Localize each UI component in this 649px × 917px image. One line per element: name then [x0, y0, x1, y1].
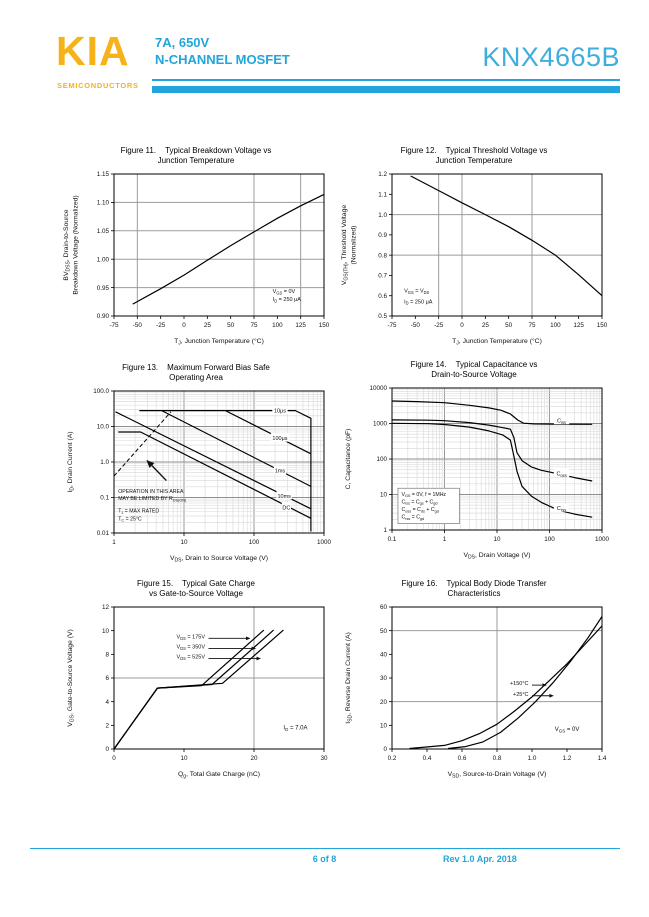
svg-text:Qg, Total Gate Charge (nC): $Q_g$, Total Gate Charge (nC) [177, 771, 261, 780]
svg-text:Coss = Cds + Cgd: $C_{oss} = C_{ds} + C_{gd}$ [401, 507, 439, 514]
svg-text:VGS(TH), Threshold Voltage: $V_{GS(TH)}$, Threshold Voltage [341, 204, 350, 286]
svg-text:20: 20 [250, 755, 258, 762]
svg-text:1.2: 1.2 [562, 755, 572, 762]
svg-text:TJ, Junction Temperature (°C): $T_J$, Junction Temperature (°C) [452, 338, 542, 347]
svg-text:100: 100 [544, 536, 555, 543]
svg-text:VDS, Drain to Source Voltage (: $V_{DS}$, Drain to Source Voltage (V) [169, 555, 269, 564]
svg-text:4: 4 [105, 698, 109, 706]
svg-text:25: 25 [203, 322, 211, 329]
svg-text:1.4: 1.4 [597, 755, 607, 762]
svg-text:VGS = 0V: $V_{GS} = 0V$ [554, 726, 580, 734]
svg-text:50: 50 [379, 627, 387, 635]
figure-13-title-line2: Operating Area [169, 373, 223, 382]
figure-12-chart [334, 166, 614, 362]
svg-text:0: 0 [460, 322, 464, 329]
svg-text:BVDSS, Drain-to-Source: $BV_{DSS}$, Drain-to-Source [63, 209, 72, 281]
header-rule-thin [152, 79, 620, 81]
svg-text:0.8: 0.8 [492, 755, 502, 762]
figure-11-title-line2: Junction Temperature [157, 156, 235, 165]
svg-text:10000: 10000 [369, 385, 387, 393]
figure-15-label: Figure 15. [137, 579, 174, 588]
svg-text:100: 100 [550, 322, 561, 329]
svg-text:1ms: 1ms [274, 468, 286, 475]
svg-text:ID = 250 μA: $I_D = 250$ μA [404, 299, 433, 306]
svg-text:-25: -25 [434, 322, 444, 329]
svg-text:1.0: 1.0 [527, 755, 537, 762]
figure-14-chart [334, 380, 614, 576]
svg-text:-50: -50 [132, 322, 142, 329]
svg-text:100μs: 100μs [272, 436, 288, 443]
svg-text:VDS = 175V: $V_{DS} = 175V$ [176, 634, 205, 641]
svg-text:-50: -50 [410, 322, 420, 329]
svg-text:1.1: 1.1 [378, 191, 387, 199]
figure-14-label: Figure 14. [410, 360, 447, 369]
svg-text:12: 12 [101, 604, 109, 612]
figure-11-title [56, 146, 336, 166]
svg-text:75: 75 [528, 322, 536, 329]
kia-logo: KIA [56, 28, 130, 74]
svg-text:VGS = 0V: $V_{GS} = 0V$ [272, 289, 296, 296]
svg-text:10ms: 10ms [277, 493, 291, 500]
svg-text:0.1: 0.1 [387, 536, 397, 543]
svg-text:0.2: 0.2 [387, 755, 397, 762]
svg-text:0.6: 0.6 [457, 755, 467, 762]
svg-text:MAY BE LIMITED BY RDS(ON): MAY BE LIMITED BY $R_{DS(ON)}$ [118, 496, 187, 503]
svg-text:2: 2 [105, 722, 109, 730]
svg-text:1.05: 1.05 [96, 228, 109, 235]
svg-text:ID = 7.0A: $I_D = 7.0A$ [283, 725, 308, 733]
figure-15-title-line1: Typical Gate Charge [182, 579, 255, 588]
svg-text:VDS, Drain Voltage (V): $V_{DS}$, Drain Voltage (V) [463, 552, 531, 561]
svg-text:VSD, Source-to-Drain Voltage (: $V_{SD}$, Source-to-Drain Voltage (V) [447, 771, 547, 780]
figure-13-chart [56, 383, 336, 579]
figure-14-title-line2: Drain-to-Source Voltage [431, 370, 517, 379]
svg-text:150: 150 [318, 322, 330, 329]
svg-text:1.15: 1.15 [96, 171, 109, 179]
svg-text:125: 125 [295, 322, 306, 329]
svg-text:-25: -25 [156, 322, 166, 329]
figure-15-title [56, 579, 336, 599]
device-rating: 7A, 650V [155, 35, 210, 50]
svg-text:1: 1 [383, 527, 387, 535]
svg-text:+150°C: +150°C [509, 681, 529, 688]
figure-12-title-line2: Junction Temperature [435, 156, 513, 165]
svg-text:0.5: 0.5 [378, 313, 387, 321]
figure-11 [56, 146, 336, 362]
figure-13-title [56, 363, 336, 383]
svg-text:50: 50 [505, 322, 513, 329]
svg-text:0: 0 [105, 746, 109, 754]
svg-text:Crss: $C_{rss}$ [556, 506, 567, 513]
svg-text:+25°C: +25°C [512, 691, 529, 698]
svg-text:0.1: 0.1 [100, 494, 109, 502]
svg-text:1000: 1000 [594, 536, 610, 543]
figure-16 [334, 579, 614, 795]
svg-text:DC: DC [282, 505, 291, 512]
figure-13-label: Figure 13. [122, 363, 159, 372]
svg-text:Crss = Cgd: $C_{rss} = C_{gd}$ [401, 514, 425, 521]
svg-text:(Normalized): (Normalized) [350, 225, 358, 265]
svg-text:Ciss = Cgs + Cgd: $C_{iss} = C_{gs} + C_{gd}$ [401, 499, 438, 506]
figure-12 [334, 146, 614, 362]
svg-text:150: 150 [596, 322, 608, 329]
figure-16-title-line1: Typical Body Diode Transfer [446, 579, 547, 588]
svg-text:VDS = 525V: $V_{DS} = 525V$ [176, 654, 205, 662]
svg-text:-75: -75 [387, 322, 397, 329]
svg-text:0.7: 0.7 [378, 272, 387, 280]
svg-text:VGS = 0V, f = 1MHz: $V_{GS} = 0V$, f = 1MHz [401, 491, 447, 499]
figure-12-title [334, 146, 614, 166]
svg-text:25: 25 [481, 322, 489, 329]
svg-text:VGS, Gate-to-Source Voltage (V: $V_{GS}$, Gate-to-Source Voltage (V) [67, 629, 76, 727]
svg-text:10.0: 10.0 [96, 423, 109, 431]
svg-text:0.90: 0.90 [96, 313, 109, 321]
svg-text:30: 30 [320, 755, 328, 762]
svg-text:10: 10 [493, 536, 501, 543]
svg-text:VDS = 350V: $V_{DS} = 350V$ [176, 644, 205, 651]
svg-text:1.2: 1.2 [378, 171, 387, 179]
figure-16-title-line2: Characteristics [447, 589, 501, 598]
svg-text:TC = 25°C: $T_C = 25^\circ C$ [118, 516, 142, 523]
svg-text:10: 10 [379, 722, 387, 730]
svg-text:100: 100 [376, 456, 387, 464]
svg-text:1.00: 1.00 [96, 256, 109, 264]
figure-13-title-line1: Maximum Forward Bias Safe [167, 363, 270, 372]
svg-text:ISD, Reverse Drain Current (A): $I_{SD}$, Reverse Drain Current (A) [345, 632, 354, 724]
figure-15-chart [56, 599, 336, 795]
svg-text:1: 1 [112, 539, 116, 546]
revision-text: Rev 1.0 Apr. 2018 [443, 854, 517, 864]
figure-16-chart [334, 599, 614, 795]
svg-text:OPERATION IN THIS AREA: OPERATION IN THIS AREA [118, 489, 184, 496]
svg-text:0.8: 0.8 [378, 252, 387, 260]
svg-text:30: 30 [379, 675, 387, 683]
figure-11-label: Figure 11. [120, 146, 157, 155]
svg-text:10: 10 [379, 491, 387, 499]
svg-text:125: 125 [573, 322, 584, 329]
svg-text:8: 8 [105, 651, 109, 659]
page-indicator: 6 of 8 [312, 854, 337, 864]
figure-16-title [334, 579, 614, 599]
svg-text:50: 50 [227, 322, 235, 329]
svg-text:6: 6 [105, 675, 109, 683]
svg-text:Ciss: $C_{iss}$ [557, 418, 567, 426]
svg-text:100: 100 [272, 322, 283, 329]
svg-text:0.9: 0.9 [378, 232, 387, 240]
svg-text:0: 0 [182, 322, 186, 329]
svg-text:10: 10 [101, 627, 109, 635]
figure-13 [56, 363, 336, 579]
svg-text:1000: 1000 [372, 420, 387, 428]
kia-logo-tagline: SEMICONDUCTORS [57, 81, 139, 90]
svg-text:C, Capacitance (pF): C, Capacitance (pF) [345, 428, 352, 490]
svg-text:0.01: 0.01 [96, 530, 109, 538]
svg-text:1: 1 [442, 536, 447, 543]
svg-text:1.10: 1.10 [96, 199, 109, 207]
figure-11-title-line1: Typical Breakdown Voltage vs [165, 146, 272, 155]
figure-14 [334, 360, 614, 576]
svg-text:1000: 1000 [316, 539, 332, 546]
svg-text:10: 10 [180, 539, 188, 546]
figure-15 [56, 579, 336, 795]
svg-text:100: 100 [248, 539, 260, 546]
header-rule-thick [152, 86, 620, 93]
svg-text:TJ, Junction Temperature (°C): $T_J$, Junction Temperature (°C) [174, 338, 264, 347]
svg-text:0: 0 [383, 746, 387, 754]
svg-text:Coss: $C_{oss}$ [556, 471, 567, 478]
svg-text:20: 20 [379, 698, 387, 706]
figure-12-title-line1: Typical Threshold Voltage vs [445, 146, 548, 155]
svg-text:60: 60 [379, 604, 387, 612]
svg-text:-75: -75 [109, 322, 119, 329]
svg-text:100.0: 100.0 [93, 388, 109, 396]
part-number: KNX4665B [482, 42, 620, 72]
svg-text:TJ = MAX RATED: $T_J$ = MAX RATED [118, 508, 160, 515]
svg-text:ID, Drain Current (A): $I_D$, Drain Current (A) [67, 431, 76, 493]
svg-text:0.6: 0.6 [378, 292, 387, 300]
footer-rule [30, 848, 620, 849]
svg-text:VGS = VDS: $V_{GS} = V_{DS}$ [404, 288, 430, 295]
figure-15-title-line2: vs Gate-to-Source Voltage [149, 589, 243, 598]
svg-text:0: 0 [112, 755, 116, 762]
svg-text:10μs: 10μs [273, 408, 286, 415]
svg-text:0.4: 0.4 [422, 755, 432, 762]
svg-text:Breakdown Voltage (Normalized): Breakdown Voltage (Normalized) [72, 195, 80, 295]
figure-14-title-line1: Typical Capacitance vs [455, 360, 538, 369]
figure-11-chart [56, 166, 336, 362]
svg-text:10: 10 [180, 755, 188, 762]
figure-12-label: Figure 12. [400, 146, 437, 155]
svg-text:0.95: 0.95 [96, 284, 109, 292]
svg-text:75: 75 [250, 322, 258, 329]
device-family: N-CHANNEL MOSFET [155, 52, 290, 67]
svg-text:40: 40 [379, 651, 387, 659]
svg-text:ID = 250 μA: $I_D = 250$ μA [272, 296, 301, 304]
figure-16-label: Figure 16. [401, 579, 438, 588]
figure-14-title [334, 360, 614, 380]
svg-text:1.0: 1.0 [100, 459, 109, 467]
svg-text:1.0: 1.0 [378, 211, 387, 219]
